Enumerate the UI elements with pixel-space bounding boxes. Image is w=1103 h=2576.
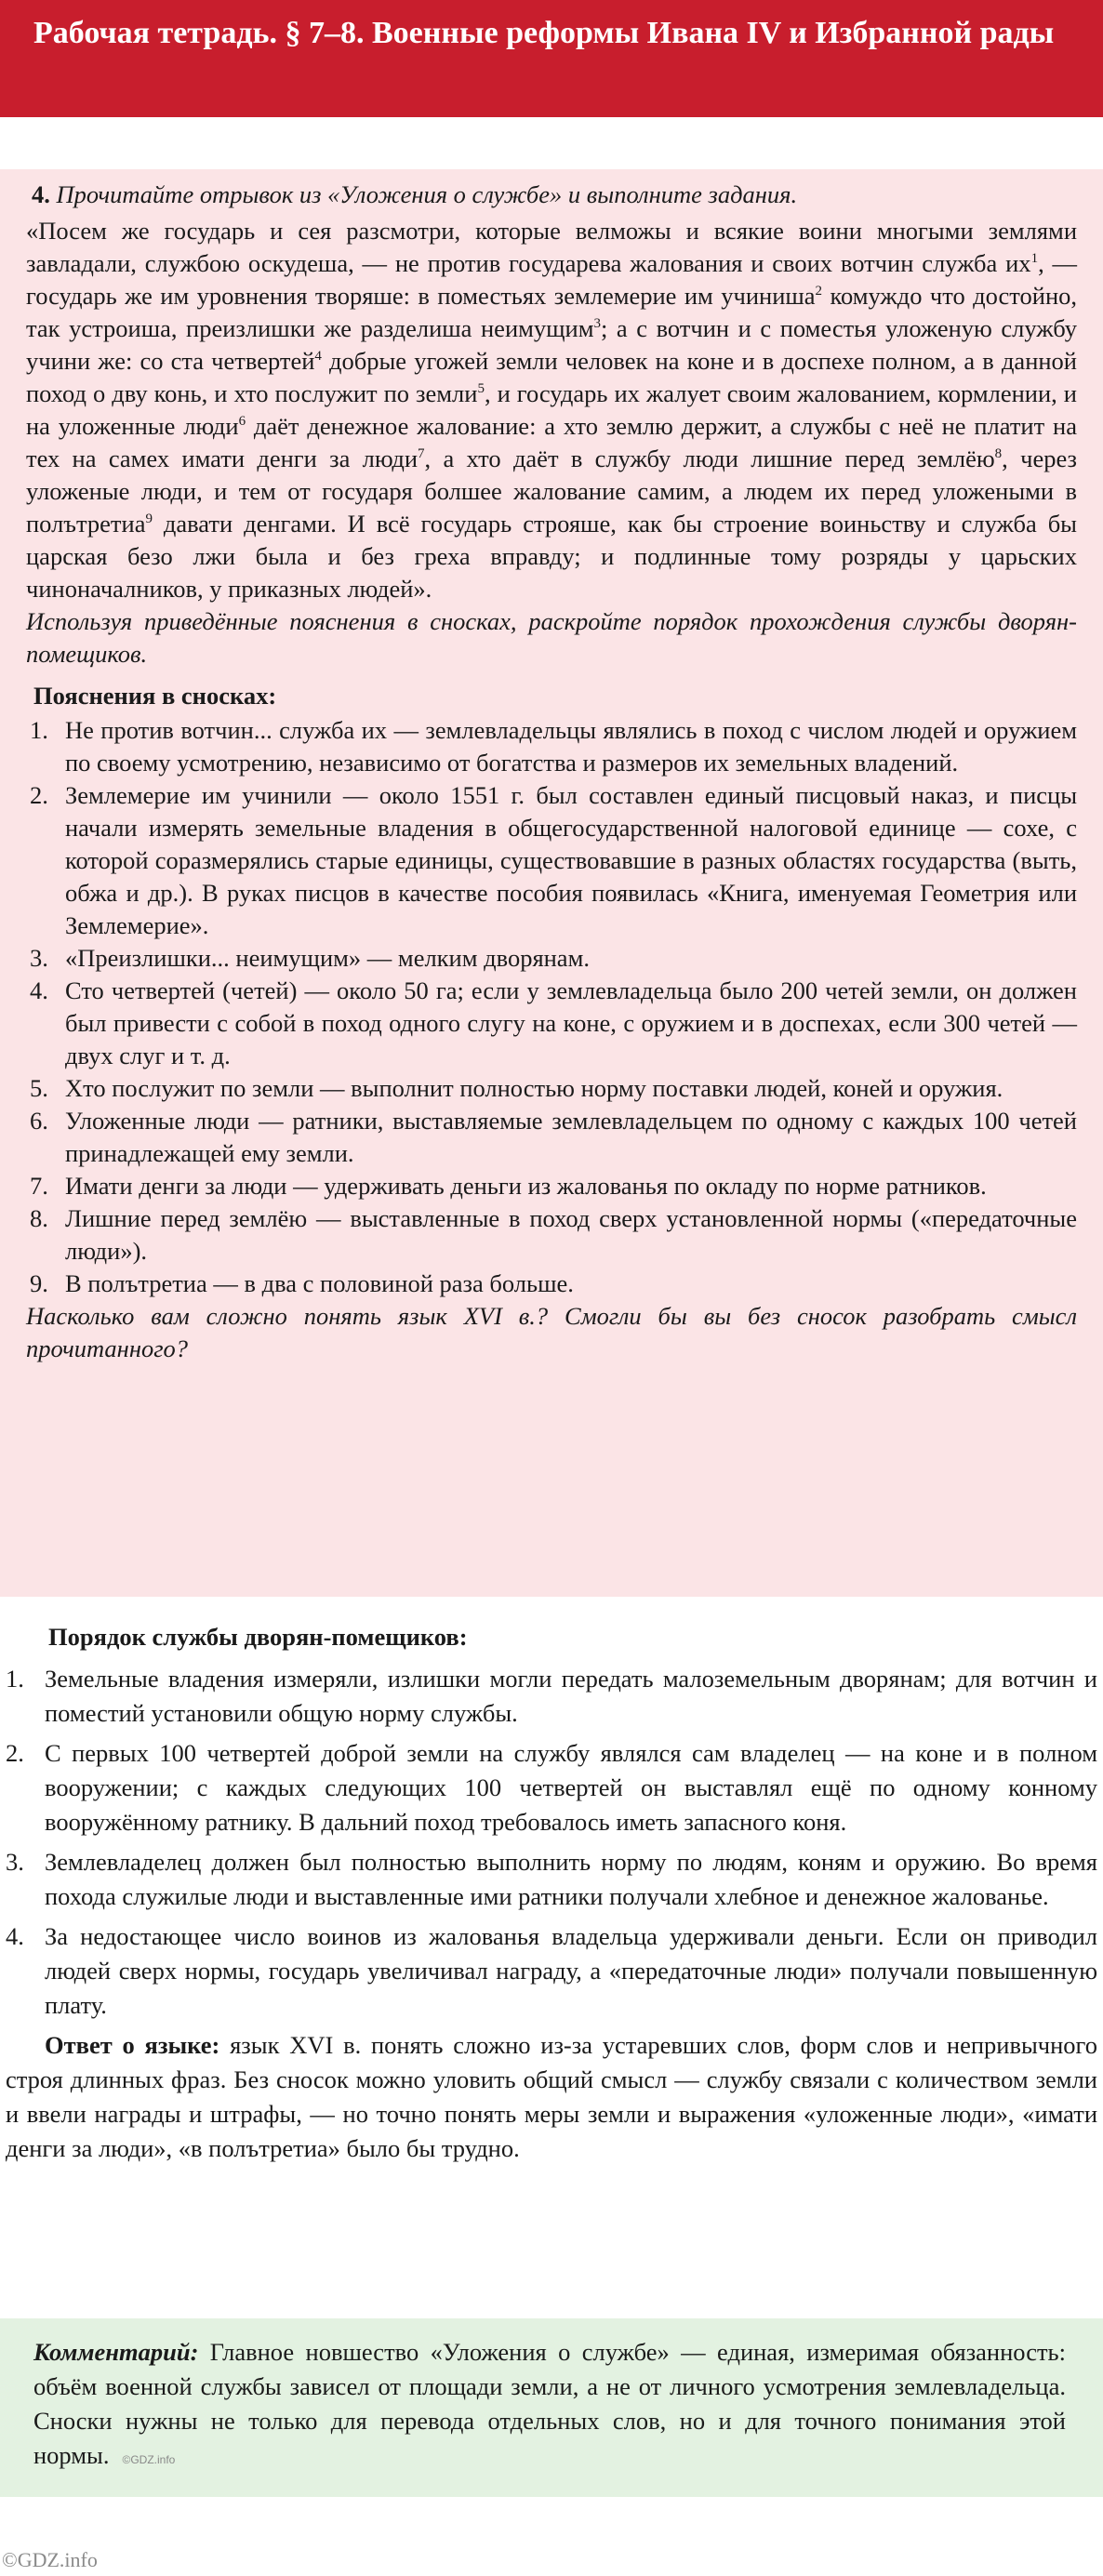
- answer-number: 1.: [6, 1665, 24, 1693]
- footnote-item: [26, 714, 1077, 779]
- comment-text: Главное новшество «Уложения о службе» — единая, измеримая обязанность: объём военной службы зависел от площади земли, а не от личного усмотрения землевладельца. Сноски нужны не только для перевода отдельных слов, но и для точного понимания этой нормы.: [33, 2338, 1066, 2469]
- task-box: [0, 169, 1103, 1597]
- answer-item: [6, 1736, 1097, 1839]
- footnote-item: [26, 975, 1077, 1072]
- page-title: Рабочая тетрадь. § 7–8. Военные реформы Ивана IV и Избранной рады: [33, 16, 1055, 50]
- comment-box: [0, 2318, 1103, 2497]
- footnote-item: [26, 1268, 1077, 1300]
- quote-text: комуждо что достойно, так устроиша, преизлишки же разделиша неимущим: [26, 282, 1077, 342]
- footnote-ref: 6: [238, 414, 246, 430]
- answer-text: С первых 100 четвертей доброй земли на службу являлся сам владелец — на коне и в полном вооружении; с каждых следующих 100 четвертей он выставлял ещё по одному конному вооружённому ратнику. В дальний поход требовалось иметь запасного коня.: [45, 1739, 1097, 1836]
- quote-text: , — государь же им уровнения творяше: в поместьях землемерие им учиниша: [26, 249, 1078, 310]
- footnote-text: Не против вотчин... служба их — землевладельцы являлись в поход с числом людей и оружием по своему усмотрению, независимо от богатства и размеров их земельных владений.: [65, 716, 1077, 777]
- language-answer-label: Ответ о языке:: [45, 2031, 220, 2059]
- answer-title: Порядок службы дворян-помещиков:: [48, 1623, 468, 1651]
- footnotes-list: [26, 714, 1077, 1300]
- document-quote: [26, 215, 1077, 605]
- task-heading: [32, 179, 1077, 211]
- footnote-text: В полътретиа — в два с половиной раза больше.: [65, 1269, 574, 1297]
- answer-number: 2.: [6, 1739, 24, 1767]
- task-instruction: Прочитайте отрывок из «Уложения о службе» и выполните задания.: [56, 180, 798, 208]
- quote-text: ; а с вотчин и с поместья уложеную службу учини же: со ста четвертей: [26, 314, 1077, 375]
- footnote-ref: 1: [1030, 251, 1039, 267]
- footnote-number: 9.: [30, 1269, 48, 1297]
- quote-text: , и государь их жалует своим жалованием, кормлении, и на уложенные люди: [26, 379, 1077, 440]
- quote-text: даёт денежное жалование: а хто землю держит, а службы с неё не платит на тех на самех имати денги за люди: [26, 412, 1077, 472]
- footnote-item: [26, 1170, 1077, 1202]
- footnote-number: 5.: [30, 1074, 48, 1102]
- answer-item: [6, 1662, 1097, 1731]
- footnote-text: Землемерие им учинили — около 1551 г. был составлен единый писцовый наказ, и писцы начали измерять земельные владения в общегосударственной налоговой единице — сохе, с которой соразмерялись старые единицы, существовавшие в разных областях государства (выть, обжа и др.). В руках писцов в качестве пособия появилась «Книга, именуемая Геометрия или Землемерие».: [65, 781, 1077, 939]
- footnote-item: [26, 1105, 1077, 1170]
- quote-text: «Посем же государь и сея разсмотри, которые велможы и всякие воини многыми землями завладали, службою оскудеша, — не против государева жалования и своих вотчин служба их: [26, 217, 1077, 277]
- comment: [33, 2335, 1066, 2477]
- footnote-text: Имати денги за люди — удерживать деньги из жалованья по окладу по норме ратников.: [65, 1172, 987, 1200]
- question-1: Используя приведённые пояснения в сносках, раскройте порядок прохождения службы дворян-помещиков.: [26, 607, 1077, 668]
- footnote-number: 7.: [30, 1172, 48, 1200]
- task-number: 4.: [32, 180, 50, 208]
- footnote-number: 2.: [30, 781, 48, 809]
- footnote-ref: 4: [314, 349, 322, 365]
- answer-number: 4.: [6, 1922, 24, 1950]
- quote-text: , через уложеные люди, и тем от государя болшее жалование самим, а людем их перед уложеными в полътретиа: [26, 445, 1078, 538]
- language-answer: [6, 2028, 1097, 2166]
- language-answer-text: язык XVI в. понять сложно из-за устаревших слов, форм слов и непривычного строя длинных фраз. Без сносок можно уловить общий смысл — службу связали с количеством земли и ввели награды и штрафы, — но точно понять меры земли и выражения «уложенные люди», «имати денги за люди», «в полътретиа» было бы трудно.: [6, 2031, 1097, 2162]
- footnotes-title: Пояснения в сносках:: [33, 682, 277, 710]
- footnote-number: 6.: [30, 1107, 48, 1135]
- comment-label: Комментарий:: [33, 2338, 199, 2366]
- answer-text: Земельные владения измеряли, излишки могли передать малоземельным дворянам; для вотчин и поместий установили общую норму службы.: [45, 1665, 1097, 1727]
- footnote-number: 3.: [30, 944, 48, 972]
- footnote-ref: 7: [418, 446, 425, 462]
- answer-item: [6, 1919, 1097, 2023]
- footnote-number: 4.: [30, 976, 48, 1004]
- footnote-number: 1.: [30, 716, 48, 744]
- footnote-item: [26, 1072, 1077, 1105]
- answer-item: [6, 1845, 1097, 1914]
- answer-section: [0, 1616, 1103, 2326]
- footnote-text: Хто послужит по земли — выполнит полностью норму поставки людей, коней и оружия.: [65, 1074, 1003, 1102]
- footnote-item: [26, 779, 1077, 942]
- copyright-footer: ©GDZ.info: [2, 2548, 98, 2571]
- footnote-ref: 9: [145, 511, 153, 527]
- quote-text: , а хто даёт в службу люди лишние перед землёю: [424, 445, 995, 472]
- footnote-text: Сто четвертей (четей) — около 50 га; если у землевладельца было 200 четей земли, он должен был привести с собой в поход одного слугу на коне, с оружием и в доспехах, если 300 четей — двух слуг и т. д.: [65, 976, 1077, 1069]
- quote-text: добрые угожей земли человек на коне и в доспехе полном, а в данной поход о дву конь, и хто послужит по земли: [26, 347, 1077, 407]
- answer-text: За недостающее число воинов из жалованья владельца удерживали деньги. Если он приводил людей сверх нормы, государь увеличивал награду, а «передаточные люди» получали повышенную плату.: [45, 1922, 1097, 2019]
- footnote-ref: 2: [815, 284, 823, 299]
- footnote-text: Лишние перед землёю — выставленные в поход сверх установленной нормы («передаточные люди»).: [65, 1204, 1077, 1265]
- footnote-item: [26, 1202, 1077, 1268]
- answer-text: Землевладелец должен был полностью выполнить норму по людям, коням и оружию. Во время похода служилые люди и выставленные ими ратники получали хлебное и денежное жалованье.: [45, 1848, 1097, 1910]
- footnote-text: «Преизлишки... неимущим» — мелким дворянам.: [65, 944, 590, 972]
- footnote-number: 8.: [30, 1204, 48, 1232]
- footnote-ref: 8: [994, 446, 1003, 462]
- footnote-ref: 3: [593, 316, 601, 332]
- quote-text: давати денгами. И всё государь строяше, как бы строение воиньству и служба бы царская безо лжи была и без греха вправду; и подлинные тому розряды у царьских чиноначалников, у приказных людей».: [26, 510, 1077, 603]
- footnote-text: Уложенные люди — ратники, выставляемые землевладельцем по одному с каждых 100 четей принадлежащей ему земли.: [65, 1107, 1077, 1167]
- watermark-stamp: ©GDZ.info: [122, 2453, 176, 2466]
- footnote-item: [26, 942, 1077, 975]
- page-header: [0, 0, 1103, 117]
- answer-number: 3.: [6, 1848, 24, 1876]
- question-2: Насколько вам сложно понять язык XVI в.? Смогли бы вы без сносок разобрать смысл прочитанного?: [26, 1302, 1077, 1362]
- footnote-ref: 5: [477, 381, 485, 397]
